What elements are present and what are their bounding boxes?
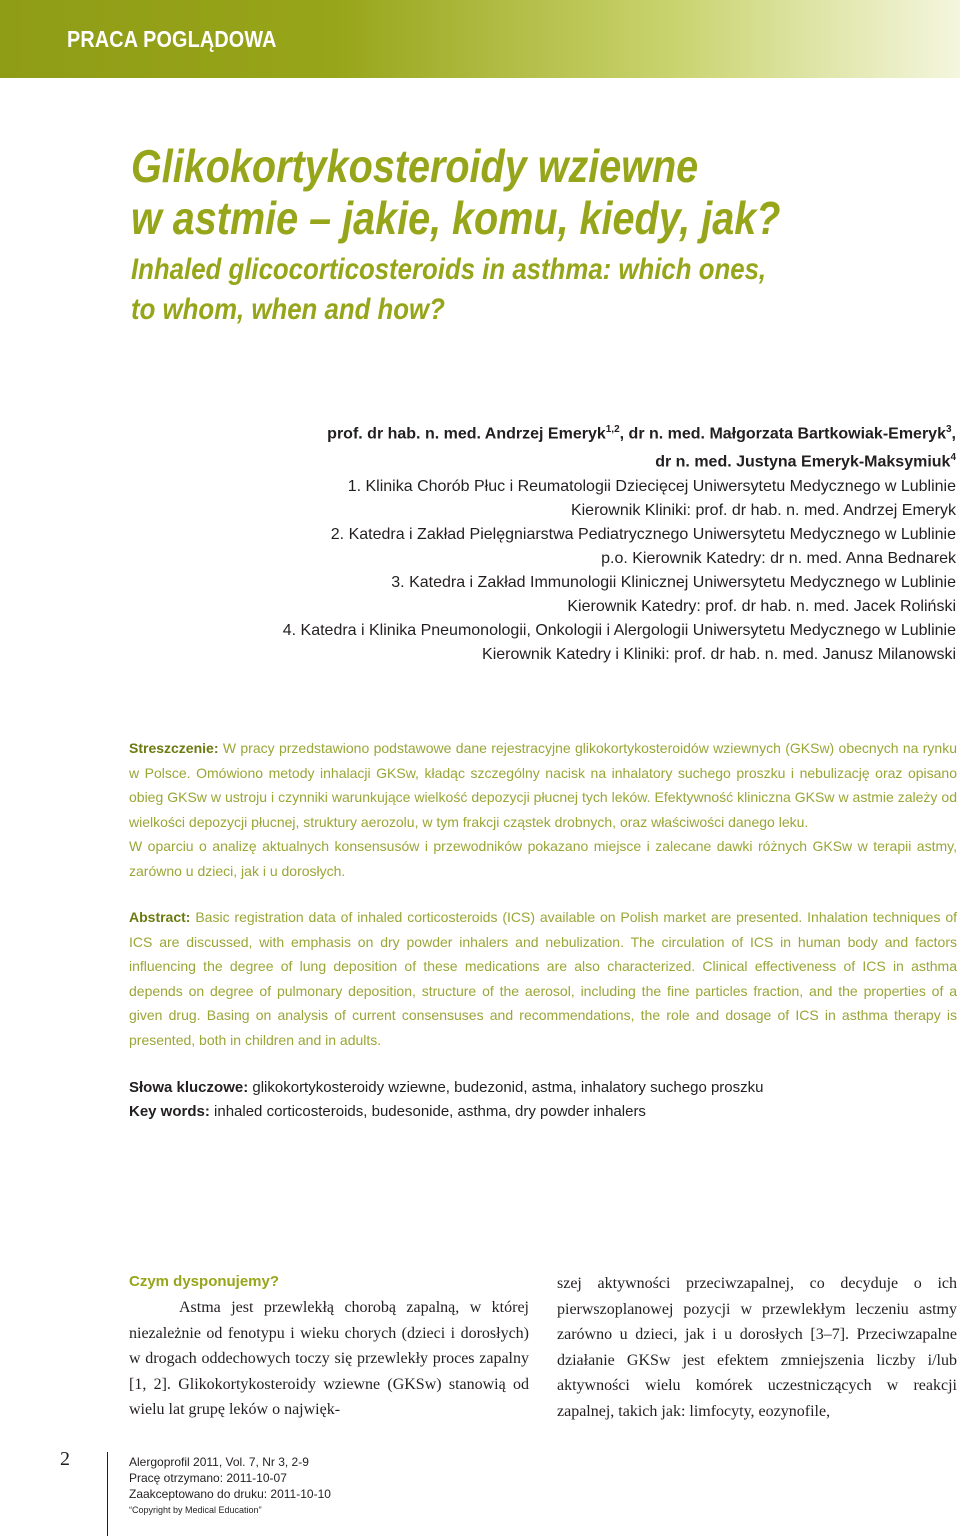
affiliation-1-head: Kierownik Kliniki: prof. dr hab. n. med. Andrzej Emeryk <box>570 501 956 519</box>
author-2-sup: 3 <box>945 424 952 435</box>
title-pl-line2: w astmie – jakie, komu, kiedy, jak? <box>131 192 781 244</box>
author-2: , dr n. med. Małgorzata Bartkowiak-Emeryk <box>619 425 946 443</box>
author-line-1 <box>256 418 956 446</box>
body-paragraph-left: Astma jest przewlekłą chorobą zapalną, w której niezależnie od fenotypu i wieku chorych (dzieci i dorosłych) w drogach oddechowych toczy się przewlekły proces zapalny [1, 2]. Glikokortykosteroidy wziewne (GKSw) stanowią od wielu lat grupę leków o najwięk- <box>129 1299 529 1418</box>
body-column-right <box>557 1271 957 1424</box>
footer-journal: Alergoprofil 2011, Vol. 7, Nr 3, 2-9 <box>129 1455 309 1469</box>
keywords-pl-text: glikokortykosteroidy wziewne, budezonid, astma, inhalatory suchego proszku <box>248 1079 764 1096</box>
affiliation-2-head: p.o. Kierownik Katedry: dr n. med. Anna Bednarek <box>601 549 956 567</box>
title-en-line2: to whom, when and how? <box>131 293 445 326</box>
keywords-en-label: Key words: <box>129 1103 210 1120</box>
author-1-sup: 1,2 <box>605 424 620 435</box>
footer-divider <box>107 1452 108 1536</box>
footer-copyright: “Copyright by Medical Education” <box>129 1505 262 1515</box>
author-1: prof. dr hab. n. med. Andrzej Emeryk <box>327 425 606 443</box>
keywords-pl-label: Słowa kluczowe: <box>129 1079 249 1096</box>
footer-received: Pracę otrzymano: 2011-10-07 <box>129 1471 287 1485</box>
keywords-en <box>129 1100 957 1124</box>
abstract-pl <box>129 736 957 883</box>
affiliation-3-head: Kierownik Katedry: prof. dr hab. n. med. Jacek Roliński <box>567 597 956 615</box>
authors-block <box>256 418 956 667</box>
author-line-2 <box>256 446 956 474</box>
abstract-pl-text: W pracy przedstawiono podstawowe dane rejestracyjne glikokortykosteroidów wziewnych (GKSw) obecnych na rynku w Polsce. Omówiono metody inhalacji GKSw, kładąc szczególny nacisk na inhalatory suchego proszku i nebulizację oraz opisano obieg GKSw w ustroju i czynniki warunkujące wielkość depozycji płucnej tych leków. Efektywność kliniczna GKSw w astmie zależy od wielkości depozycji płucnej, struktury aerozolu, w tym frakcji cząstek drobnych, oraz właściwości danego leku. <box>129 740 957 830</box>
page-number: 2 <box>60 1448 70 1470</box>
footer-accepted: Zaakceptowano do druku: 2011-10-10 <box>129 1487 331 1501</box>
affiliation-3: 3. Katedra i Zakład Immunologii Klinicznej Uniwersytetu Medycznego w Lublinie <box>391 573 956 591</box>
body-column-left <box>129 1271 529 1423</box>
title-en <box>131 250 819 330</box>
keywords-pl <box>129 1076 957 1100</box>
author-3: dr n. med. Justyna Emeryk-Maksymiuk <box>655 453 951 471</box>
affiliation-1: 1. Klinika Chorób Płuc i Reumatologii Dziecięcej Uniwersytetu Medycznego w Lublinie <box>347 477 956 495</box>
affiliation-4: 4. Katedra i Klinika Pneumonologii, Onkologii i Alergologii Uniwersytetu Medycznego w Lublinie <box>282 621 956 639</box>
author-3-sup: 4 <box>950 452 956 464</box>
body-paragraph-right: szej aktywności przeciwzapalnej, co decyduje o ich pierwszoplanowej pozycji w przewlekłym leczeniu astmy zarówno u dzieci, jak i u dorosłych [3–7]. Przeciwzapalne działanie GKSw jest efektem zmniejszenia liczby i/lub aktywności wielu komórek uczestniczących w reakcji zapalnej, takich jak: limfocyty, eozynofile, <box>557 1275 957 1420</box>
affiliation-2: 2. Katedra i Zakład Pielęgniarstwa Pediatrycznego Uniwersytetu Medycznego w Lublinie <box>330 525 956 543</box>
abstract-en <box>129 905 957 1052</box>
footer-info <box>129 1454 331 1518</box>
section-label: PRACA POGLĄDOWA <box>67 26 277 52</box>
title-en-line1: Inhaled glicocorticosteroids in asthma: which ones, <box>131 253 767 286</box>
keywords-en-text: inhaled corticosteroids, budesonide, asthma, dry powder inhalers <box>209 1103 646 1120</box>
abstract-en-text: Basic registration data of inhaled corticosteroids (ICS) available on Polish market are presented. Inhalation techniques of ICS are discussed, with emphasis on dry powder inhalers and nebulization. The circulation of ICS in human body and factors influencing the degree of lung deposition of these medications are also characterized. Clinical effectiveness of ICS in asthma depends on degree of pulmonary deposition, structure of the aerosol, including the fine particles fraction, and the properties of a given drug. Basing on analysis of current consensuses and recommendations, the role and dosage of ICS in asthma therapy is presented, both in children and in adults. <box>129 909 957 1048</box>
abstract-pl-p1 <box>129 736 957 834</box>
title-pl-line1: Glikokortykosteroidy wziewne <box>131 140 699 192</box>
author-sep: , <box>951 425 956 443</box>
section-heading: Czym dysponujemy? <box>129 1273 280 1290</box>
abstract-pl-label: Streszczenie: <box>129 740 219 756</box>
abstract-pl-p2: W oparciu o analizę aktualnych konsensusów i przewodników pokazano miejsce i zalecane dawki różnych GKSw w terapii astmy, zarówno u dzieci, jak i u dorosłych. <box>129 838 957 879</box>
title-block <box>131 140 931 330</box>
affiliation-4-head: Kierownik Katedry i Kliniki: prof. dr hab. n. med. Janusz Milanowski <box>482 645 956 663</box>
abstract-en-label: Abstract: <box>129 909 191 925</box>
keywords-block <box>129 1076 957 1124</box>
